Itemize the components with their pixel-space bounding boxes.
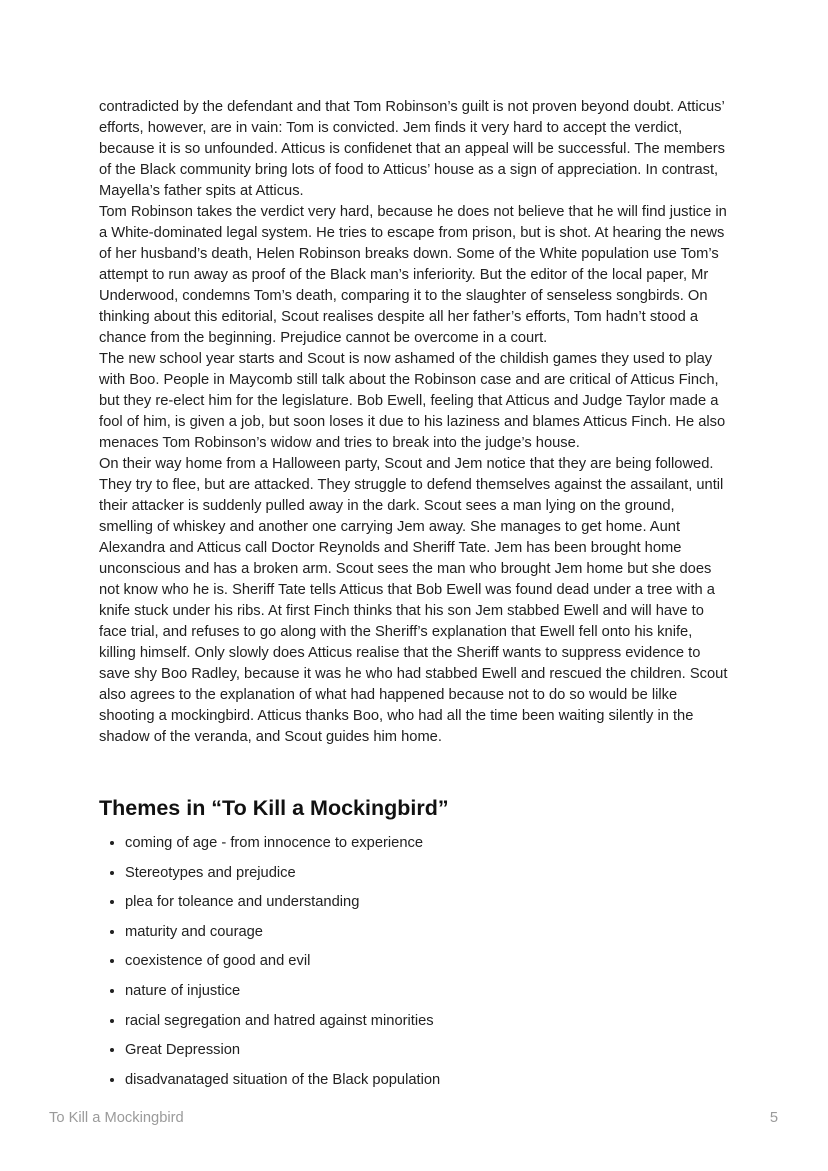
footer-page-number: 5 (769, 1110, 778, 1126)
list-item: • nature of injustice (125, 981, 731, 1002)
list-item: • Great Depression (125, 1040, 731, 1061)
paragraph: On their way home from a Halloween party, Scout and Jem notice that they are being followed. They try to flee, but are attacked. They struggle to defend themselves against the assailant, until their attacker is suddenly pulled away in the dark. Scout sees a man lying on the ground, smelling of whiskey and another one carrying Jem away. She manages to get home. Aunt Alexandra and Atticus call Doctor Reynolds and Sheriff Tate. Jem has been brought home unconscious and has a broken arm. Scout sees the man who brought Jem home but she does not know who he is. Sheriff Tate tells Atticus that Bob Ewell was found dead under a tree with a knife stuck under his ribs. At first Finch thinks that his son Jem stabbed Ewell and will have to face trial, and refuses to go along with the Sheriff’s explanation that Ewell fell onto his knife, killing himself. Only slowly does Atticus realise that the Sheriff wants to suppress evidence to save shy Boo Radley, because it was he who had stabbed Ewell and rescued the children. Scout also agrees to the explanation of what had happened because not to do so would be lilke shooting a mockingbird. Atticus thanks Boo, who had all the time been waiting silently in the shadow of the veranda, and Scout guides him home. (99, 456, 728, 745)
list-item: • disadvanataged situation of the Black population (125, 1070, 731, 1091)
list-item: • maturity and courage (125, 922, 731, 943)
list-item: • Stereotypes and prejudice (125, 863, 731, 884)
section-heading: Themes in “To Kill a Mockingbird” (99, 796, 449, 820)
page-footer (49, 1110, 778, 1126)
paragraph: contradicted by the defendant and that Tom Robinson’s guilt is not proven beyond doubt. Atticus’ efforts, however, are in vain: Tom is convicted. Jem finds it very hard to accept the verdict, because it is so unfounded. Atticus is confidenet that an appeal will be successful. The members of the Black community bring lots of food to Atticus’ house as a sign of appreciation. In contrast, Mayella’s father spits at Atticus. (99, 99, 725, 199)
themes-list (99, 833, 731, 1091)
body-text (99, 97, 731, 1099)
list-item: • coexistence of good and evil (125, 951, 731, 972)
paragraph: The new school year starts and Scout is now ashamed of the childish games they used to play with Boo. People in Maycomb still talk about the Robinson case and are critical of Atticus Finch, but they re-elect him for the legislature. Bob Ewell, feeling that Atticus and Judge Taylor made a fool of him, is given a job, but soon loses it due to his laziness and blames Atticus Finch. He also menaces Tom Robinson’s widow and tries to break into the judge’s house. (99, 351, 726, 451)
list-item: • racial segregation and hatred against minorities (125, 1011, 731, 1032)
paragraph: Tom Robinson takes the verdict very hard, because he does not believe that he will find justice in a White-dominated legal system. He tries to escape from prison, but is shot. At hearing the news of her husband’s death, Helen Robinson breaks down. Some of the White population use Tom’s attempt to run away as proof of the Black man’s inferiority. But the editor of the local paper, Mr Underwood, condemns Tom’s death, comparing it to the slaughter of senseless songbirds. On thinking about this editorial, Scout realises despite all her father’s efforts, Tom hadn’t stood a chance from the beginning. Prejudice cannot be overcome in a court. (99, 204, 727, 346)
footer-document-title: To Kill a Mockingbird (49, 1110, 184, 1126)
list-item: • coming of age - from innocence to experience (125, 833, 731, 854)
list-item: • plea for toleance and understanding (125, 892, 731, 913)
